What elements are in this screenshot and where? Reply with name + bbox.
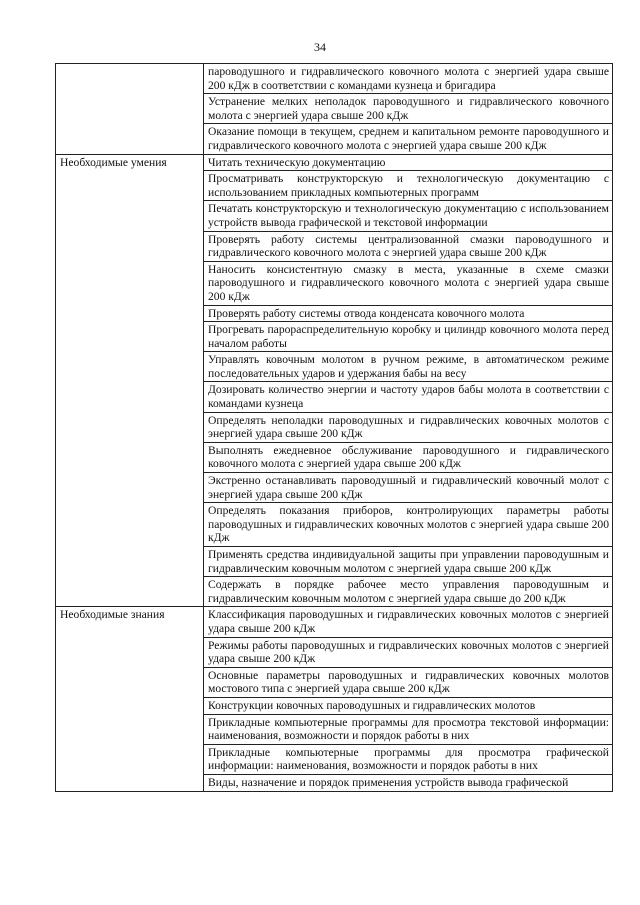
table-row bbox=[56, 607, 613, 637]
section-label bbox=[56, 64, 204, 155]
requirement-item: Выполнять ежедневное обслуживание пароводушного и гидравлического ковочного молота с энергией удара свыше 200 кДж bbox=[204, 442, 613, 472]
section-label: Необходимые знания bbox=[56, 607, 204, 791]
requirement-item: Режимы работы пароводушных и гидравлических ковочных молотов с энергией удара свыше 200 кДж bbox=[204, 637, 613, 667]
requirement-item: Экстренно останавливать пароводушный и гидравлический ковочный молот с энергией удара свыше 200 кДж bbox=[204, 473, 613, 503]
requirement-item: пароводушного и гидравлического ковочного молота с энергией удара свыше 200 кДж в соответствии с командами кузнеца и бригадира bbox=[204, 64, 613, 94]
requirement-item: Прогревать парораспределительную коробку и цилиндр ковочного молота перед началом работы bbox=[204, 322, 613, 352]
requirement-item: Применять средства индивидуальной защиты при управлении пароводушным и гидравлическим ковочным молотом с энергией удара свыше 200 кДж bbox=[204, 547, 613, 577]
page-number: 34 bbox=[314, 40, 326, 54]
requirement-item: Прикладные компьютерные программы для просмотра графической информации: наименования, возможности и порядок работы в них bbox=[204, 744, 613, 774]
requirement-item: Содержать в порядке рабочее место управления пароводушным и гидравлическим ковочным молотом с энергией удара свыше до 200 кДж bbox=[204, 577, 613, 607]
requirement-item: Дозировать количество энергии и частоту ударов бабы молота в соответствии с командами кузнеца bbox=[204, 382, 613, 412]
section-label: Необходимые умения bbox=[56, 154, 204, 607]
requirement-item: Наносить консистентную смазку в места, указанные в схеме смазки пароводушного и гидравлического ковочного молота с энергией удара свыше 200 кДж bbox=[204, 261, 613, 305]
requirement-item: Определять показания приборов, контролирующих параметры работы пароводушных и гидравлических ковочных молотов с энергией удара свыше 200 кДж bbox=[204, 503, 613, 547]
competency-table bbox=[55, 63, 613, 792]
requirement-item: Печатать конструкторскую и технологическую документацию с использованием устройств вывода графической и текстовой информации bbox=[204, 201, 613, 231]
requirement-item: Основные параметры пароводушных и гидравлических ковочных молотов мостового типа с энергией удара свыше 200 кДж bbox=[204, 667, 613, 697]
table-row bbox=[56, 154, 613, 171]
requirement-item: Просматривать конструкторскую и технологическую документацию с использованием прикладных компьютерных программ bbox=[204, 171, 613, 201]
requirement-item: Прикладные компьютерные программы для просмотра текстовой информации: наименования, возможности и порядок работы в них bbox=[204, 714, 613, 744]
table-body bbox=[56, 64, 613, 792]
requirement-item: Определять неполадки пароводушных и гидравлических ковочных молотов с энергией удара свыше 200 кДж bbox=[204, 412, 613, 442]
requirement-item: Устранение мелких неполадок пароводушного и гидравлического ковочного молота с энергией удара свыше 200 кДж bbox=[204, 94, 613, 124]
requirement-item: Читать техническую документацию bbox=[204, 154, 613, 171]
table-row bbox=[56, 64, 613, 94]
requirement-item: Управлять ковочным молотом в ручном режиме, в автоматическом режиме последовательных ударов и удержания бабы на весу bbox=[204, 352, 613, 382]
requirement-item: Виды, назначение и порядок применения устройств вывода графической bbox=[204, 774, 613, 791]
requirement-item: Проверять работу системы централизованной смазки пароводушного и гидравлического ковочного молота с энергией удара свыше 200 кДж bbox=[204, 231, 613, 261]
requirement-item: Проверять работу системы отвода конденсата ковочного молота bbox=[204, 305, 613, 322]
requirement-item: Конструкции ковочных пароводушных и гидравлических молотов bbox=[204, 697, 613, 714]
requirement-item: Оказание помощи в текущем, среднем и капитальном ремонте пароводушного и гидравлического ковочного молота с энергией удара свыше 200 кДж bbox=[204, 124, 613, 154]
requirement-item: Классификация пароводушных и гидравлических ковочных молотов с энергией удара свыше 200 кДж bbox=[204, 607, 613, 637]
